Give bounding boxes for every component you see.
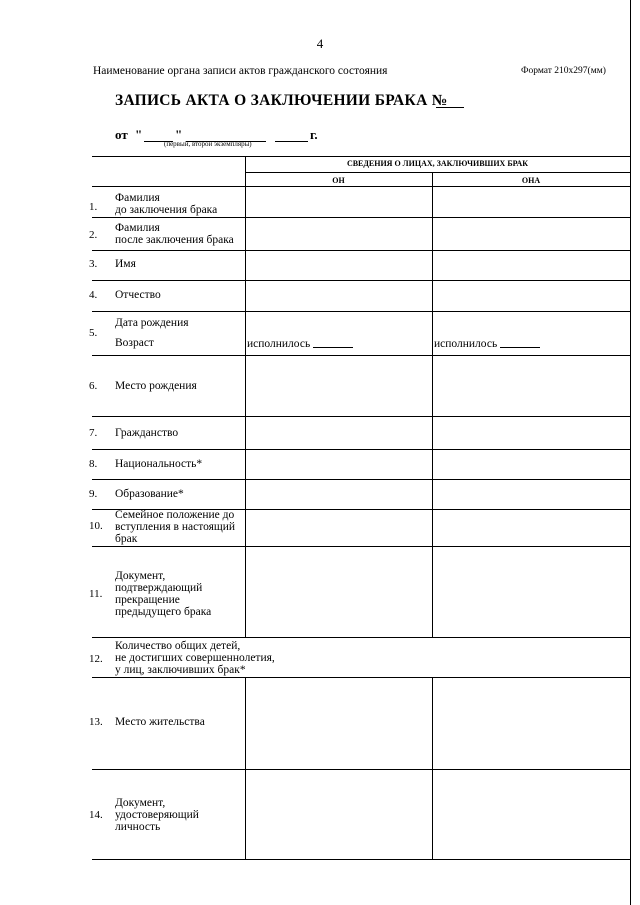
- row-number: 8.: [89, 458, 98, 470]
- registry-office-name: Наименование органа записи актов гражданского состояния: [93, 65, 388, 77]
- date-year-suffix: г.: [310, 127, 318, 142]
- row-label-patronymic: Отчество: [115, 289, 161, 301]
- row-number: 14.: [89, 809, 103, 821]
- row-label-marital-status: Семейное положение до вступления в настоящий брак: [115, 509, 236, 545]
- row-label-birth-date: Дата рождения: [115, 317, 189, 329]
- record-date-line: [115, 127, 142, 143]
- document-title: ЗАПИСЬ АКТА О ЗАКЛЮЧЕНИИ БРАКА №: [115, 92, 448, 109]
- age-he-field[interactable]: исполнилось: [247, 338, 353, 350]
- row-number: 4.: [89, 289, 98, 301]
- date-quote-close: ": [175, 127, 183, 142]
- persons-header: СВЕДЕНИЯ О ЛИЦАХ, ЗАКЛЮЧИВШИХ БРАК: [346, 159, 529, 168]
- row-label-birthplace: Место рождения: [115, 380, 197, 392]
- row-label-nationality: Национальность*: [115, 458, 203, 470]
- row-number: 10.: [89, 520, 103, 532]
- row-sublabel-age: Возраст: [115, 337, 154, 349]
- row-label-citizenship: Гражданство: [115, 427, 179, 439]
- row-label-surname-before: Фамилия до заключения брака: [115, 192, 218, 216]
- date-prefix: от: [115, 127, 128, 142]
- row-number: 11.: [89, 588, 103, 600]
- row-number: 13.: [89, 716, 103, 728]
- row-number: 3.: [89, 258, 98, 270]
- age-she-field[interactable]: исполнилось: [434, 338, 540, 350]
- row-label-residence: Место жительства: [115, 716, 205, 728]
- row-label-identity-document: Документ, удостоверяющий личность: [115, 797, 199, 833]
- she-column-header: ОНА: [521, 176, 541, 185]
- row-label-divorce-document: Документ, подтверждающий прекращение предыдущего брака: [115, 570, 212, 618]
- row-number: 6.: [89, 380, 98, 392]
- row-number: 12.: [89, 653, 103, 665]
- row-label-common-children: Количество общих детей, не достигших совершеннолетия, у лиц, заключивших брак*: [115, 640, 275, 676]
- row-number: 1.: [89, 201, 98, 213]
- he-column-header: ОН: [332, 176, 345, 185]
- row-number: 2.: [89, 229, 98, 241]
- page-number: 4: [316, 36, 324, 51]
- record-number-field[interactable]: [436, 107, 464, 108]
- row-number: 5.: [89, 327, 98, 339]
- row-label-name: Имя: [115, 258, 136, 270]
- row-label-education: Образование*: [115, 488, 184, 500]
- row-number: 9.: [89, 488, 98, 500]
- copy-note: (первый, второй экземпляры): [164, 140, 252, 148]
- paper-format: Формат 210x297(мм): [521, 66, 606, 76]
- date-year-field[interactable]: [275, 141, 308, 142]
- row-label-surname-after: Фамилия после заключения брака: [115, 222, 234, 246]
- date-quote-open: ": [134, 127, 143, 142]
- row-number: 7.: [89, 427, 98, 439]
- page-edge: [630, 0, 631, 905]
